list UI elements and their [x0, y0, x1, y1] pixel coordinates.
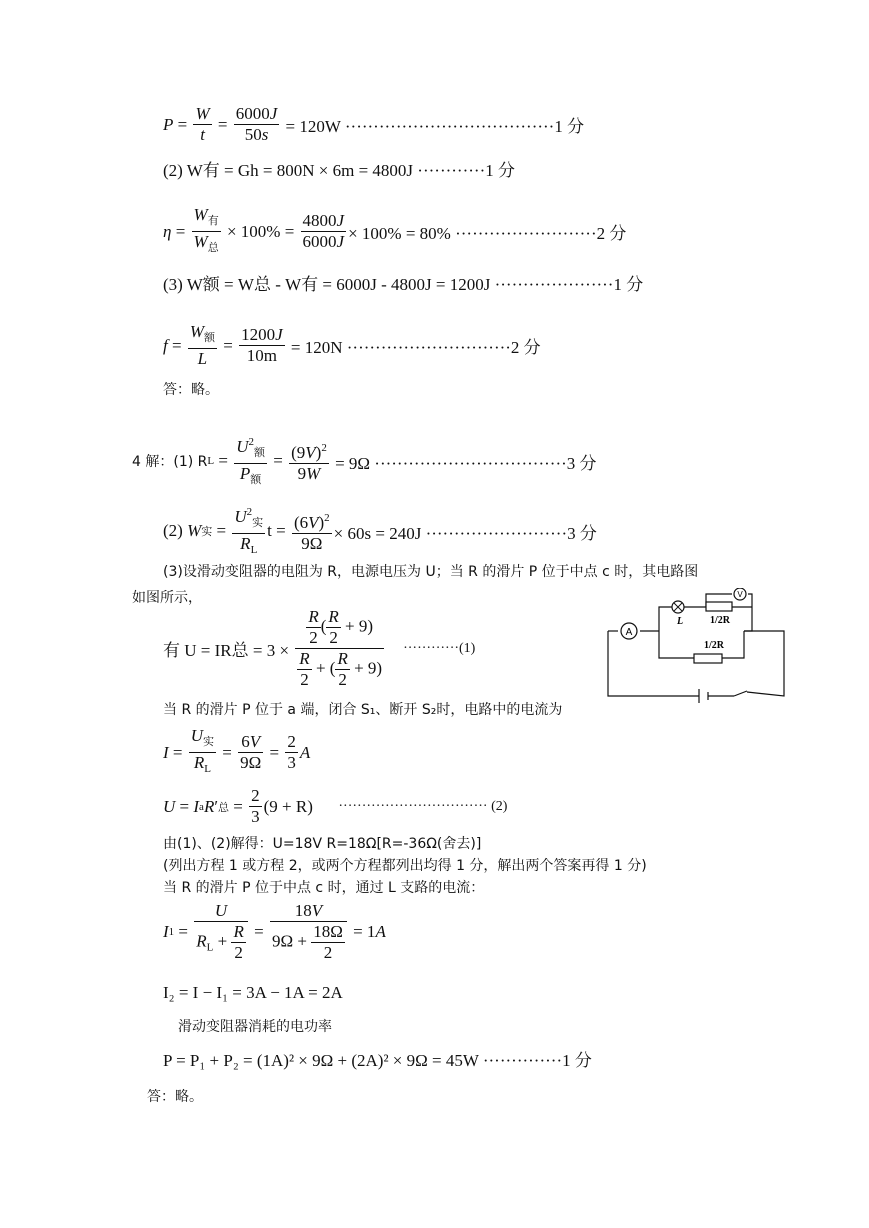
para-a-end: 当 R 的滑片 P 位于 a 端，闭合 S₁、断开 S₂时，电路中的电流为 [163, 702, 563, 718]
resistor-top-label: 1/2R [710, 615, 730, 626]
para-3a: (3)设滑动变阻器的电阻为 R，电源电压为 U；当 R 的滑片 P 位于中点 c 时，其电路图 [163, 564, 699, 580]
eq-resistance-rl: 4 解：(1) R L = $\frac{U^2_额}{P_额}$ = $\frac{(9V)^2}{9W}$ = 9Ω ··································3 分 [132, 432, 597, 490]
answer-2: 答：略。 [147, 1089, 203, 1105]
p4-prefix: 4 解：(1) R [132, 454, 208, 470]
resistor-bottom-label: 1/2R [704, 640, 724, 651]
voltmeter-label: V [737, 590, 743, 599]
branch-line: 当 R 的滑片 P 位于中点 c 时，通过 L 支路的电流： [163, 880, 485, 896]
eq-efficiency: η = $\frac{W_有}{W_总}$ × 100% = $\frac{4800J}{6000J}$ × 100% = 80% ·························2 分 [163, 205, 627, 254]
eq-power-p: P = $\frac{W}{t}$ = $\frac{6000J}{50s}$ = 120W ·····································1 分 [163, 104, 585, 144]
eq-actual-work: (2) W 实 = $\frac{U^2_实}{R_L}$ t = $\frac{(6V)^2}{9\Omega}$ × 60s = 240J ·························3 分 [163, 502, 597, 560]
eq2-tag: ································ (2) [338, 798, 508, 814]
lamp-label: L [676, 616, 684, 627]
eq3-tail: × 100% = 80% ·························2 分 [348, 224, 627, 243]
ammeter-label: A [625, 627, 633, 638]
eq-i1: I 1 = U $R_L$ + $\frac{R}{2}$ = 18V 9Ω + $\frac{18\Omega}{2}$ = 1 A [163, 901, 386, 962]
eq1-prefix: 有 U = IR总 = 3 × [163, 641, 290, 660]
circuit-diagram [604, 588, 790, 704]
eq-2: U = I a R ′ 总 = $\frac{2}{3}$ (9 + R) ································ (2) [163, 786, 508, 826]
eq5-tail: = 120N ·····························2 分 [290, 338, 541, 357]
eq1-tail: = 120W ·····································1 分 [285, 117, 585, 136]
solve-line: 由(1)、(2)解得：U=18V R=18Ω[R=-36Ω(舍去)] [163, 836, 482, 852]
note-line: (列出方程 1 或方程 2，或两个方程都列出均得 1 分，解出两个答案再得 1 分) [163, 858, 647, 874]
eq-power-total: P = P₁ + P₂ = (1A)² × 9Ω + (2A)² × 9Ω = 45W ··············1 分 [163, 1051, 592, 1070]
eq-1: 有 U = IR总 = 3 × $\frac{R}{2}$ ( $\frac{R}{2}$ + 9) $\frac{R}{2}$ + ( $\frac{R}{2}$ + 9) ············(1) [163, 607, 476, 689]
eq-i2: I₂ = I − I₁ = 3A − 1A = 2A [163, 983, 343, 1002]
para-3b: 如图所示， [132, 590, 202, 606]
p4-tail: = 9Ω ··································3 分 [335, 453, 597, 473]
eq2-tail: (9 + R) [263, 796, 313, 816]
eq-friction: f = $\frac{W_额}{L}$ = $\frac{1200J}{10m}$ = 120N ·····························2 分 [163, 322, 541, 368]
eq-useful-work: (2) W有 = Gh = 800N × 6m = 4800J ············1 分 [163, 161, 515, 180]
power-label: 滑动变阻器消耗的电功率 [178, 1019, 332, 1035]
eq1-tag: ············(1) [403, 640, 476, 656]
eq-current-i: I = $\frac{U_实}{R_L}$ = $\frac{6V}{9\Omega}$ = $\frac{2}{3}$ A [163, 726, 311, 775]
eq-extra-work: (3) W额 = W总 - W有 = 6000J - 4800J = 1200J ·····················1 分 [163, 275, 644, 294]
answer-1: 答：略。 [163, 382, 219, 398]
p5-tail: × 60s = 240J ·························3 分 [333, 523, 597, 543]
